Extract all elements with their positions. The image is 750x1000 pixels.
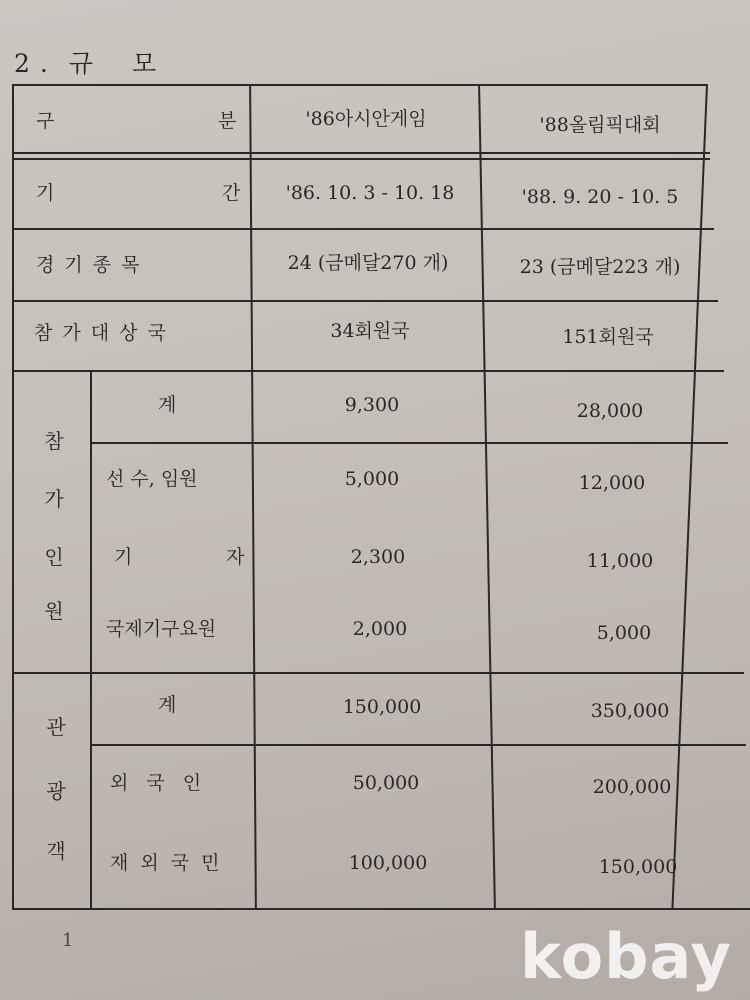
foreigners-label: 외 국 인 <box>110 772 208 794</box>
watermark-logo: kobay <box>520 920 732 993</box>
nations-label: 참 가 대 상 국 <box>34 322 168 344</box>
table-border-left <box>12 84 14 910</box>
section-number: 2 . <box>14 49 49 78</box>
participants-group-char: 참 <box>44 429 64 453</box>
events-olympic: 23 (금메달223 개) <box>519 256 681 278</box>
athletes-label: 선 수, 임원 <box>106 468 198 490</box>
page-number: 1 <box>62 930 74 951</box>
foreigners-asian: 50,000 <box>352 772 420 794</box>
header-divider-double <box>14 158 710 160</box>
table-border-top <box>12 84 706 86</box>
participants-total-label: 계 <box>158 394 177 416</box>
period-label-right: 간 <box>222 182 241 204</box>
foreigners-olympic: 200,000 <box>592 776 672 798</box>
section-title-first: 규 <box>68 49 94 78</box>
row-divider <box>14 228 714 230</box>
press-asian: 2,300 <box>350 546 406 568</box>
header-category-right: 분 <box>218 110 237 132</box>
header-category-left: 구 <box>36 110 55 132</box>
press-olympic: 11,000 <box>586 550 654 572</box>
row-divider <box>14 300 718 302</box>
tourists-total-label: 계 <box>158 694 177 716</box>
table-border-bottom <box>12 908 750 910</box>
tourists-group-char: 관 <box>46 715 66 739</box>
press-label-left: 기 <box>114 546 133 568</box>
intl-org-label: 국제기구요원 <box>106 618 217 640</box>
row-divider <box>92 744 746 746</box>
period-label-left: 기 <box>36 182 55 204</box>
section-heading <box>14 44 157 80</box>
tourists-total-asian: 150,000 <box>342 696 422 718</box>
header-asian-games: '86아시안게임 <box>305 108 427 130</box>
nations-olympic: 151회원국 <box>562 326 654 348</box>
overseas-koreans-label: 재 외 국 민 <box>110 852 223 874</box>
header-divider <box>14 152 710 154</box>
events-asian: 24 (금메달270 개) <box>287 252 449 274</box>
nations-asian: 34회원국 <box>330 320 410 342</box>
column-divider <box>249 84 257 910</box>
press-label-right: 자 <box>226 546 245 568</box>
events-label: 경 기 종 목 <box>36 254 142 276</box>
period-olympic: '88. 9. 20 - 10. 5 <box>521 186 679 208</box>
participants-total-asian: 9,300 <box>344 394 400 416</box>
intl-org-olympic: 5,000 <box>596 622 652 644</box>
column-divider <box>478 84 496 910</box>
participants-total-olympic: 28,000 <box>576 400 644 422</box>
row-divider <box>92 442 728 444</box>
header-olympics: '88올림픽대회 <box>539 114 661 136</box>
tourists-total-olympic: 350,000 <box>590 700 670 722</box>
section-title-second: 모 <box>131 49 158 78</box>
tourists-group-char: 광 <box>46 779 66 803</box>
tourists-group-char: 객 <box>46 839 66 863</box>
participants-group-char: 원 <box>44 599 64 623</box>
overseas-koreans-olympic: 150,000 <box>598 856 678 878</box>
period-asian: '86. 10. 3 - 10. 18 <box>285 182 455 204</box>
group-label-divider <box>90 370 92 910</box>
row-divider <box>14 370 724 372</box>
intl-org-asian: 2,000 <box>352 618 408 640</box>
athletes-olympic: 12,000 <box>578 472 646 494</box>
section-divider <box>14 672 744 674</box>
participants-group-char: 가 <box>44 487 64 511</box>
participants-group-char: 인 <box>44 545 64 569</box>
athletes-asian: 5,000 <box>344 468 400 490</box>
overseas-koreans-asian: 100,000 <box>348 852 428 874</box>
